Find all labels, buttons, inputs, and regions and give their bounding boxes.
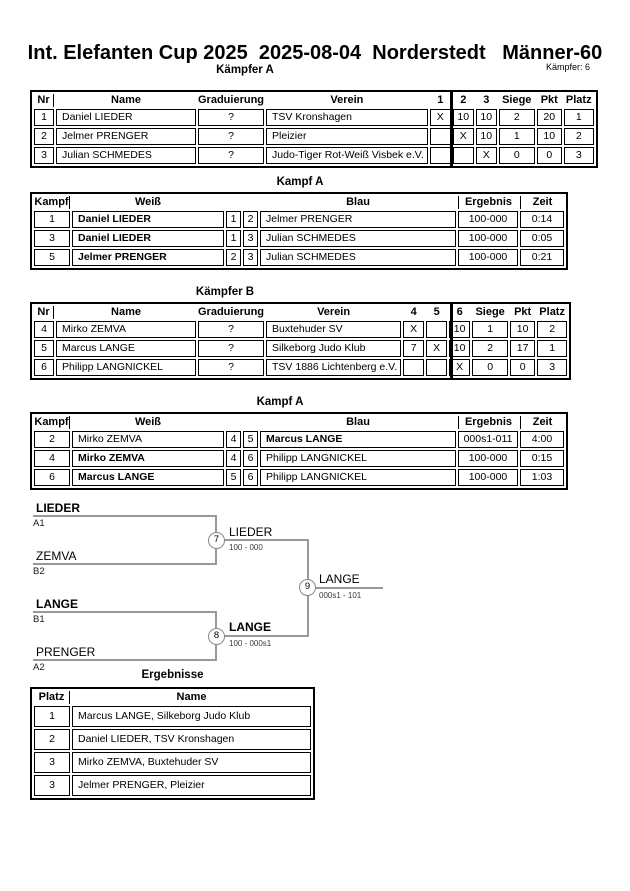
cell-ergebnis: 100-000	[458, 249, 518, 266]
cell-name: Marcus LANGE, Silkeborg Judo Klub	[72, 706, 311, 727]
bracket-line	[309, 587, 383, 589]
cell-score-1: X	[430, 109, 451, 126]
table-row	[34, 469, 564, 486]
cell-score-5	[426, 359, 447, 376]
cell-name: Mirko ZEMVA, Buxtehuder SV	[72, 752, 311, 773]
column-header-platz: Platz	[539, 306, 565, 318]
cell-score-1	[430, 147, 451, 164]
cell-name: Marcus LANGE	[56, 340, 196, 357]
cell-blau-name: Philipp LANGNICKEL	[260, 450, 456, 467]
results-separator-line	[450, 304, 453, 378]
bracket-score: 000s1 - 101	[319, 591, 362, 600]
cell-ergebnis: 100-000	[458, 211, 518, 228]
table-row	[34, 706, 311, 727]
cell-score-4	[403, 359, 424, 376]
bracket-line	[33, 515, 217, 517]
column-header-ergebnis: Ergebnis	[458, 196, 518, 209]
cell-ergebnis: 000s1-011	[458, 431, 518, 448]
column-header-blau: Blau	[346, 416, 370, 428]
column-header-spacer	[243, 196, 258, 209]
column-header-verein: Verein	[330, 94, 364, 106]
cell-graduierung: ?	[198, 359, 264, 376]
column-header-platz: Platz	[565, 94, 592, 106]
cell-graduierung: ?	[198, 128, 264, 145]
cell-pkt: 10	[510, 321, 535, 338]
cell-score-6: 10	[449, 340, 470, 357]
column-header-zeit: Zeit	[520, 196, 564, 209]
bracket-competitor-name: LIEDER	[36, 501, 81, 515]
cell-score-2: 10	[453, 109, 474, 126]
cell-blau-nr: 2	[243, 211, 258, 228]
cell-nr: 5	[34, 340, 54, 357]
cell-score-5: X	[426, 340, 447, 357]
cell-weiss-name: Mirko ZEMVA	[72, 450, 224, 467]
cell-platz: 2	[537, 321, 567, 338]
cell-weiss-nr: 5	[226, 469, 241, 486]
table-row	[34, 729, 311, 750]
cell-graduierung: ?	[198, 109, 264, 126]
bracket-winner-name: LANGE	[229, 620, 271, 634]
table-row	[34, 109, 594, 126]
pool-a-table	[30, 90, 598, 168]
cell-siege: 1	[472, 321, 508, 338]
column-header-name: Name	[176, 691, 207, 703]
cell-zeit: 0:14	[520, 211, 564, 228]
cell-blau-name: Julian SCHMEDES	[260, 249, 456, 266]
cell-score-2	[453, 147, 474, 164]
column-header-blau: Blau	[346, 196, 370, 208]
column-header-spacer	[226, 196, 241, 209]
bracket-score: 100 - 000s1	[229, 639, 272, 648]
bracket-score: 100 - 000	[229, 543, 263, 552]
column-header-kampf: Kampf	[34, 416, 69, 428]
cell-graduierung: ?	[198, 321, 264, 338]
header-row	[34, 691, 311, 704]
cell-verein: Judo-Tiger Rot-Weiß Visbek e.V.	[266, 147, 428, 164]
cell-verein: Pleizier	[266, 128, 428, 145]
column-header-spacer	[243, 416, 258, 429]
cell-siege: 0	[472, 359, 508, 376]
matches-a-table	[30, 192, 568, 270]
bracket-line	[33, 659, 217, 661]
pool-b-title: Kämpfer B	[195, 286, 255, 298]
pool-a-title: Kämpfer A	[216, 64, 274, 76]
cell-blau-nr: 3	[243, 249, 258, 266]
cell-platz: 1	[564, 109, 594, 126]
column-header-pkt: Pkt	[540, 94, 558, 106]
bracket-line	[33, 563, 217, 565]
cell-name: Philipp LANGNICKEL	[56, 359, 196, 376]
bracket-seed-label: B2	[33, 566, 45, 577]
table-row	[34, 249, 564, 266]
cell-platz: 3	[34, 775, 70, 796]
cell-name: Julian SCHMEDES	[56, 147, 196, 164]
matches-b-title: Kampf A	[256, 396, 304, 408]
cell-kampf-nr: 6	[34, 469, 70, 486]
cell-ergebnis: 100-000	[458, 230, 518, 247]
cell-nr: 3	[34, 147, 54, 164]
cell-score-3: 10	[476, 128, 497, 145]
table-row	[34, 775, 311, 796]
cell-verein: Silkeborg Judo Klub	[266, 340, 401, 357]
cell-weiss-name: Daniel LIEDER	[72, 211, 224, 228]
cell-zeit: 0:05	[520, 230, 564, 247]
cell-weiss-name: Jelmer PRENGER	[72, 249, 224, 266]
cell-blau-nr: 3	[243, 230, 258, 247]
cell-verein: Buxtehuder SV	[266, 321, 401, 338]
cell-name: Mirko ZEMVA	[56, 321, 196, 338]
column-header-siege: Siege	[475, 306, 505, 318]
cell-weiss-nr: 4	[226, 431, 241, 448]
cell-zeit: 1:03	[520, 469, 564, 486]
cell-name: Jelmer PRENGER, Pleizier	[72, 775, 311, 796]
column-header-zeit: Zeit	[520, 416, 564, 429]
column-header-siege: Siege	[502, 94, 532, 106]
column-header-weiss: Weiß	[134, 196, 162, 208]
column-header-3: 3	[483, 94, 490, 106]
results-table	[30, 687, 315, 800]
cell-weiss-nr: 1	[226, 230, 241, 247]
cell-blau-name: Jelmer PRENGER	[260, 211, 456, 228]
cell-kampf-nr: 1	[34, 211, 70, 228]
column-header-spacer	[226, 416, 241, 429]
cell-platz: 3	[564, 147, 594, 164]
pool-b-table	[30, 302, 571, 380]
cell-score-1	[430, 128, 451, 145]
cell-ergebnis: 100-000	[458, 450, 518, 467]
cell-score-6: 10	[449, 321, 470, 338]
cell-siege: 1	[499, 128, 535, 145]
matches-a-title: Kampf A	[276, 176, 324, 188]
bracket-seed-label: A2	[33, 662, 45, 673]
column-header-graduierung: Graduierung	[198, 306, 265, 318]
cell-platz: 3	[34, 752, 70, 773]
cell-platz: 2	[564, 128, 594, 145]
cell-graduierung: ?	[198, 340, 264, 357]
bracket-line	[33, 611, 217, 613]
table-row	[34, 321, 567, 338]
header-row	[34, 306, 567, 319]
cell-score-3: X	[476, 147, 497, 164]
table-row	[34, 340, 567, 357]
cell-nr: 6	[34, 359, 54, 376]
cell-score-4: X	[403, 321, 424, 338]
column-header-nr: Nr	[34, 306, 54, 319]
cell-platz: 2	[34, 729, 70, 750]
results-separator-line	[450, 92, 453, 166]
cell-siege: 0	[499, 147, 535, 164]
cell-kampf-nr: 4	[34, 450, 70, 467]
table-row	[34, 752, 311, 773]
bracket-seed-label: B1	[33, 614, 45, 625]
cell-weiss-name: Daniel LIEDER	[72, 230, 224, 247]
cell-pkt: 20	[537, 109, 562, 126]
cell-graduierung: ?	[198, 147, 264, 164]
cell-platz: 3	[537, 359, 567, 376]
column-header-2: 2	[460, 94, 467, 106]
cell-pkt: 10	[537, 128, 562, 145]
table-row	[34, 230, 564, 247]
cell-verein: TSV 1886 Lichtenberg e.V.	[266, 359, 401, 376]
column-header-ergebnis: Ergebnis	[458, 416, 518, 429]
match-number-circle: 9	[299, 579, 316, 596]
column-header-name: Name	[111, 94, 141, 106]
cell-zeit: 4:00	[520, 431, 564, 448]
cell-ergebnis: 100-000	[458, 469, 518, 486]
fighters-count-label: Kämpfer: 6	[545, 62, 590, 72]
cell-score-4: 7	[403, 340, 424, 357]
header-row	[34, 416, 564, 429]
cell-blau-name: Philipp LANGNICKEL	[260, 469, 456, 486]
cell-weiss-name: Marcus LANGE	[72, 469, 224, 486]
bracket-competitor-name: LANGE	[36, 597, 78, 611]
cell-nr: 4	[34, 321, 54, 338]
column-header-kampf: Kampf	[34, 196, 69, 208]
column-header-1: 1	[437, 94, 444, 106]
cell-nr: 2	[34, 128, 54, 145]
bracket-competitor-name: PRENGER	[36, 645, 96, 659]
bracket-line	[217, 635, 309, 637]
cell-blau-name: Marcus LANGE	[260, 431, 456, 448]
cell-weiss-nr: 4	[226, 450, 241, 467]
column-header-weiss: Weiß	[134, 416, 162, 428]
cell-weiss-nr: 2	[226, 249, 241, 266]
bracket-seed-label: A1	[33, 518, 45, 529]
match-number-circle: 8	[208, 628, 225, 645]
column-header-nr: Nr	[34, 94, 54, 107]
cell-pkt: 17	[510, 340, 535, 357]
results-title: Ergebnisse	[141, 669, 204, 681]
column-header-4: 4	[410, 306, 417, 318]
bracket-line	[217, 539, 309, 541]
column-header-6: 6	[456, 306, 463, 318]
cell-siege: 2	[472, 340, 508, 357]
bracket-winner-name: LANGE	[319, 572, 360, 586]
cell-kampf-nr: 2	[34, 431, 70, 448]
header-row	[34, 196, 564, 209]
table-row	[34, 431, 564, 448]
cell-score-5	[426, 321, 447, 338]
table-row	[34, 450, 564, 467]
cell-name: Daniel LIEDER, TSV Kronshagen	[72, 729, 311, 750]
cell-pkt: 0	[537, 147, 562, 164]
cell-kampf-nr: 3	[34, 230, 70, 247]
cell-score-2: X	[453, 128, 474, 145]
cell-nr: 1	[34, 109, 54, 126]
table-row	[34, 211, 564, 228]
cell-zeit: 0:15	[520, 450, 564, 467]
cell-blau-nr: 6	[243, 450, 258, 467]
cell-weiss-nr: 1	[226, 211, 241, 228]
cell-blau-nr: 5	[243, 431, 258, 448]
table-row	[34, 147, 594, 164]
cell-kampf-nr: 5	[34, 249, 70, 266]
cell-zeit: 0:21	[520, 249, 564, 266]
table-row	[34, 359, 567, 376]
matches-b-table	[30, 412, 568, 490]
column-header-graduierung: Graduierung	[198, 94, 265, 106]
bracket-winner-name: LIEDER	[229, 525, 273, 539]
cell-verein: TSV Kronshagen	[266, 109, 428, 126]
cell-score-6: X	[449, 359, 470, 376]
page-title: Int. Elefanten Cup 2025 2025-08-04 Norderstedt Männer-60	[27, 42, 603, 64]
cell-blau-name: Julian SCHMEDES	[260, 230, 456, 247]
cell-score-3: 10	[476, 109, 497, 126]
cell-name: Jelmer PRENGER	[56, 128, 196, 145]
cell-platz: 1	[537, 340, 567, 357]
bracket-competitor-name: ZEMVA	[36, 549, 77, 563]
cell-platz: 1	[34, 706, 70, 727]
cell-blau-nr: 6	[243, 469, 258, 486]
cell-pkt: 0	[510, 359, 535, 376]
cell-weiss-name: Mirko ZEMVA	[72, 431, 224, 448]
header-row	[34, 94, 594, 107]
cell-name: Daniel LIEDER	[56, 109, 196, 126]
column-header-5: 5	[433, 306, 440, 318]
table-row	[34, 128, 594, 145]
match-number-circle: 7	[208, 532, 225, 549]
cell-siege: 2	[499, 109, 535, 126]
column-header-platz: Platz	[34, 691, 70, 704]
column-header-pkt: Pkt	[514, 306, 532, 318]
column-header-verein: Verein	[317, 306, 351, 318]
column-header-name: Name	[111, 306, 141, 318]
